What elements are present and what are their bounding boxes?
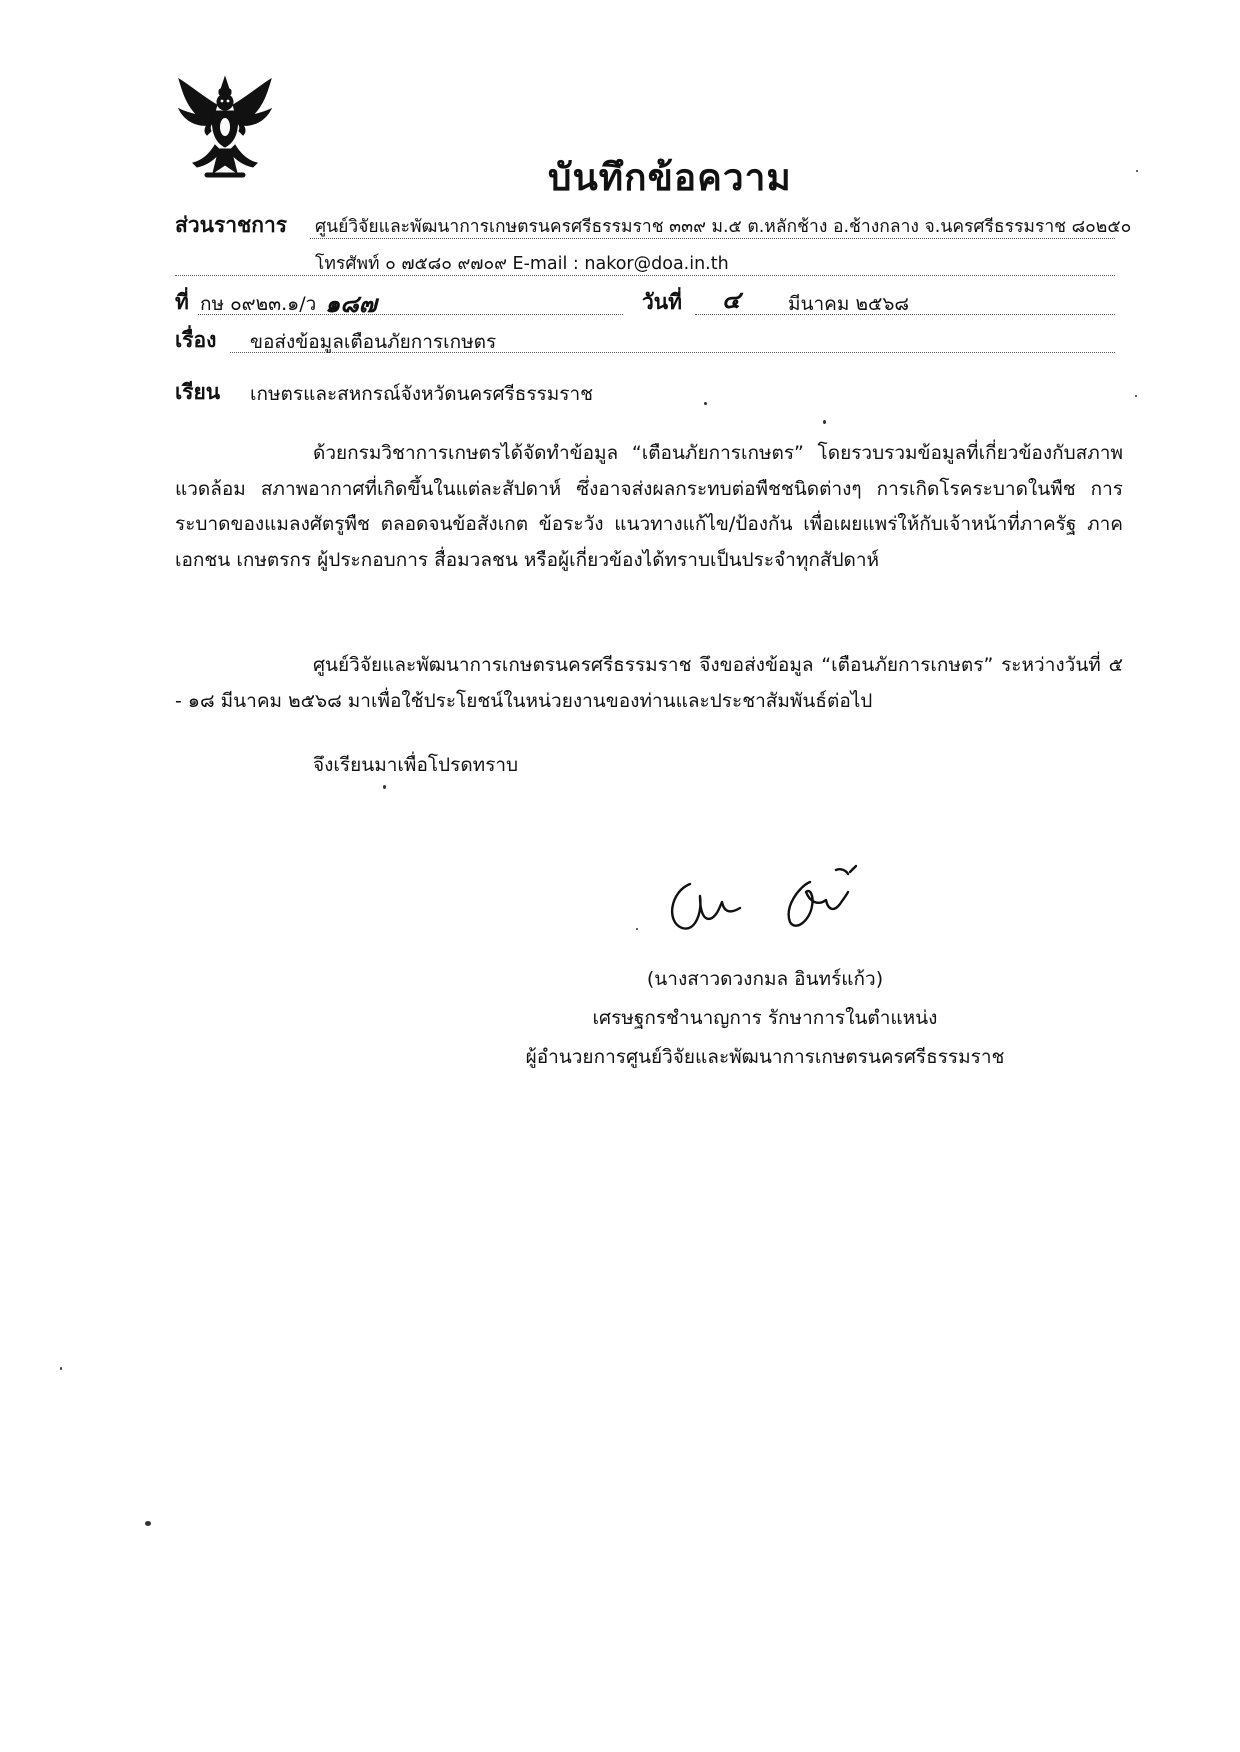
signatory-position: เศรษฐกรชำนาญการ รักษาการในตำแหน่ง (592, 1007, 938, 1029)
memo-title: บันทึกข้อความ (548, 156, 792, 199)
date-day-handwritten: ๔ (722, 285, 741, 314)
agency-label: ส่วนราชการ (175, 213, 288, 237)
subject-label: เรื่อง (175, 328, 217, 352)
scan-speck (1136, 170, 1138, 172)
scan-speck (60, 1367, 62, 1370)
scan-speck (704, 402, 707, 405)
agency-line-2: โทรศัพท์ ๐ ๗๕๘๐ ๙๗๐๙ E-mail : nakor@doa.in.th (315, 254, 729, 274)
body-paragraph-2: ศูนย์วิจัยและพัฒนาการเกษตรนครศรีธรรมราช จึงขอส่งข้อมูล “เตือนภัยการเกษตร” ระหว่างวันที่ ๕ - ๑๘ มีนาคม ๒๕๖๘ มาเพื่อใช้ประโยชน์ในหน่วยงานของท่านและประชาสัมพันธ์ต่อไป (175, 654, 1123, 712)
subject-dotted-line (230, 352, 1115, 353)
garuda-emblem-icon (175, 75, 275, 180)
scan-speck (636, 928, 638, 930)
agency-dotted-line (310, 238, 1115, 239)
to-label: เรียน (175, 380, 221, 404)
scan-speck (1135, 395, 1137, 397)
scan-speck (823, 420, 826, 424)
date-label: วันที่ (642, 290, 682, 314)
scan-speck (383, 785, 386, 789)
signatory-title: ผู้อำนวยการศูนย์วิจัยและพัฒนาการเกษตรนครศรีธรรมราช (525, 1046, 1005, 1068)
subject-value: ขอส่งข้อมูลเตือนภัยการเกษตร (250, 331, 497, 353)
ref-dotted-line (198, 314, 623, 315)
scan-speck (145, 1521, 151, 1526)
agency-line-1: ศูนย์วิจัยและพัฒนาการเกษตรนครศรีธรรมราช ๓๓๙ ม.๕ ต.หลักช้าง อ.ช้างกลาง จ.นครศรีธรรมราช ๘๐๒๕๐ (315, 217, 1132, 237)
body-paragraph-1: ด้วยกรมวิชาการเกษตรได้จัดทำข้อมูล “เตือนภัยการเกษตร” โดยรวบรวมข้อมูลที่เกี่ยวข้องกับสภาพแวดล้อม สภาพอากาศที่เกิดขึ้นในแต่ละสัปดาห์ ซึ่งอาจส่งผลกระทบต่อพืชชนิดต่างๆ การเกิดโรคระบาดในพืช การระบาดของแมลงศัตรูพืช ตลอดจนข้อสังเกต ข้อระวัง แนวทางแก้ไข/ป้องกัน เพื่อเผยแพร่ให้กับเจ้าหน้าที่ภาครัฐ ภาคเอกชน เกษตรกร ผู้ประกอบการ สื่อมวลชน หรือผู้เกี่ยวข้องได้ทราบเป็นประจำทุกสัปดาห์ (175, 442, 1123, 571)
signatory-name: (นางสาวดวงกมล อินทร์แก้ว) (646, 968, 884, 990)
date-dotted-line (695, 314, 1115, 315)
date-value: มีนาคม ๒๕๖๘ (788, 293, 910, 315)
ref-label: ที่ (175, 290, 189, 314)
handwritten-signature-icon (660, 862, 890, 942)
agency-dotted-line-2 (175, 275, 1115, 276)
to-value: เกษตรและสหกรณ์จังหวัดนครศรีธรรมราช (250, 383, 594, 405)
closing-text: จึงเรียนมาเพื่อโปรดทราบ (313, 754, 519, 776)
ref-value: กษ ๐๙๒๓.๑/ว (200, 293, 317, 315)
ref-number-handwritten: ๑๘๗ (325, 289, 377, 318)
